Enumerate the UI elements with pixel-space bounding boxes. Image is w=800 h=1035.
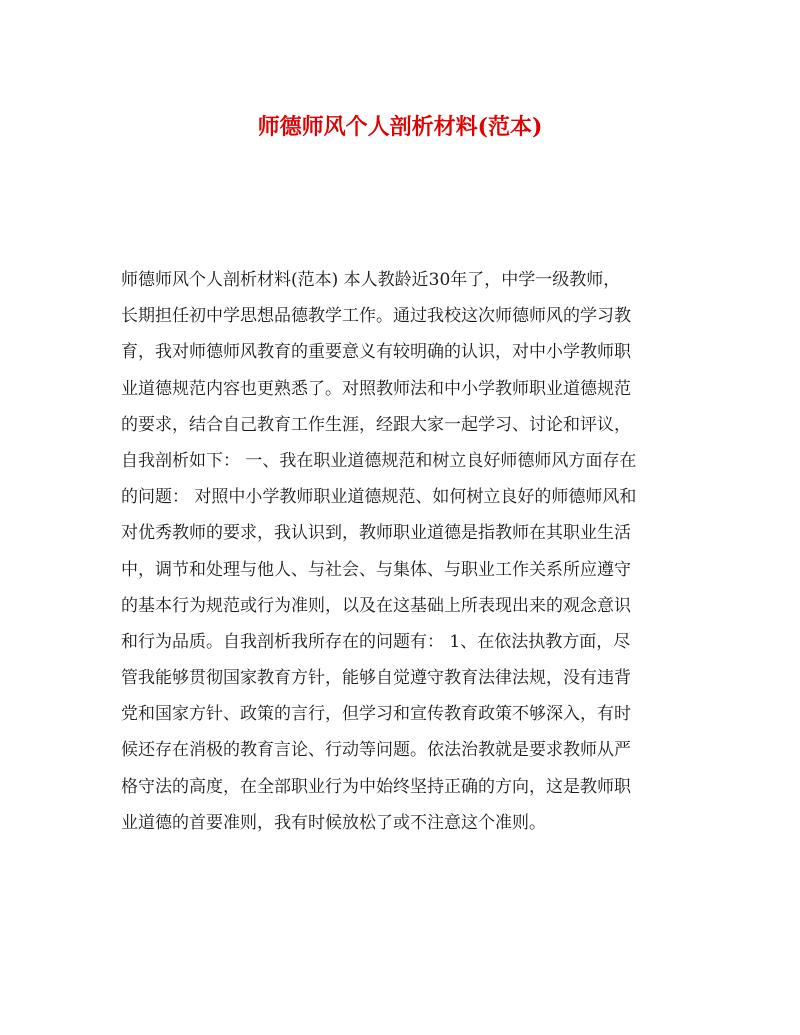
body-line: 中，调节和处理与他人、与社会、与集体、与职业工作关系所应遵守 — [121, 559, 631, 580]
body-line: 师德师风个人剖析材料(范本) 本人教龄近30年了，中学一级教师， — [121, 270, 621, 290]
body-line: 格守法的高度，在全部职业行为中始终坚持正确的方向，这是教师职 — [121, 776, 631, 797]
body-line: 自我剖析如下： 一、我在职业道德规范和树立良好师德师风方面存在 — [121, 450, 637, 471]
body-line: 党和国家方针、政策的言行，但学习和宣传教育政策不够深入，有时 — [121, 704, 631, 725]
body-line: 的要求，结合自己教育工作生涯，经跟大家一起学习、讨论和评议， — [121, 414, 631, 435]
body-line: 和行为品质。自我剖析我所存在的问题有： 1、在依法执教方面，尽 — [121, 631, 631, 652]
body-line: 管我能够贯彻国家教育方针，能够自觉遵守教育法律法规，没有违背 — [121, 668, 631, 689]
body-line: 长期担任初中学思想品德教学工作。通过我校这次师德师风的学习教 — [121, 306, 631, 327]
body-line: 业道德规范内容也更熟悉了。对照教师法和中小学教师职业道德规范 — [121, 378, 631, 399]
document-body — [121, 262, 681, 841]
body-line: 对优秀教师的要求，我认识到，教师职业道德是指教师在其职业生活 — [121, 523, 631, 544]
body-line: 业道德的首要准则，我有时候放松了或不注意这个准则。 — [121, 812, 546, 833]
body-line: 的问题： 对照中小学教师职业道德规范、如何树立良好的师德师风和 — [121, 487, 637, 508]
document-title: 师德师风个人剖析材料(范本) — [257, 114, 543, 140]
body-line: 候还存在消极的教育言论、行动等问题。依法治教就是要求教师从严 — [121, 740, 631, 761]
body-line: 的基本行为规范或行为准则，以及在这基础上所表现出来的观念意识 — [121, 595, 631, 616]
body-line: 育，我对师德师风教育的重要意义有较明确的认识，对中小学教师职 — [121, 342, 631, 363]
